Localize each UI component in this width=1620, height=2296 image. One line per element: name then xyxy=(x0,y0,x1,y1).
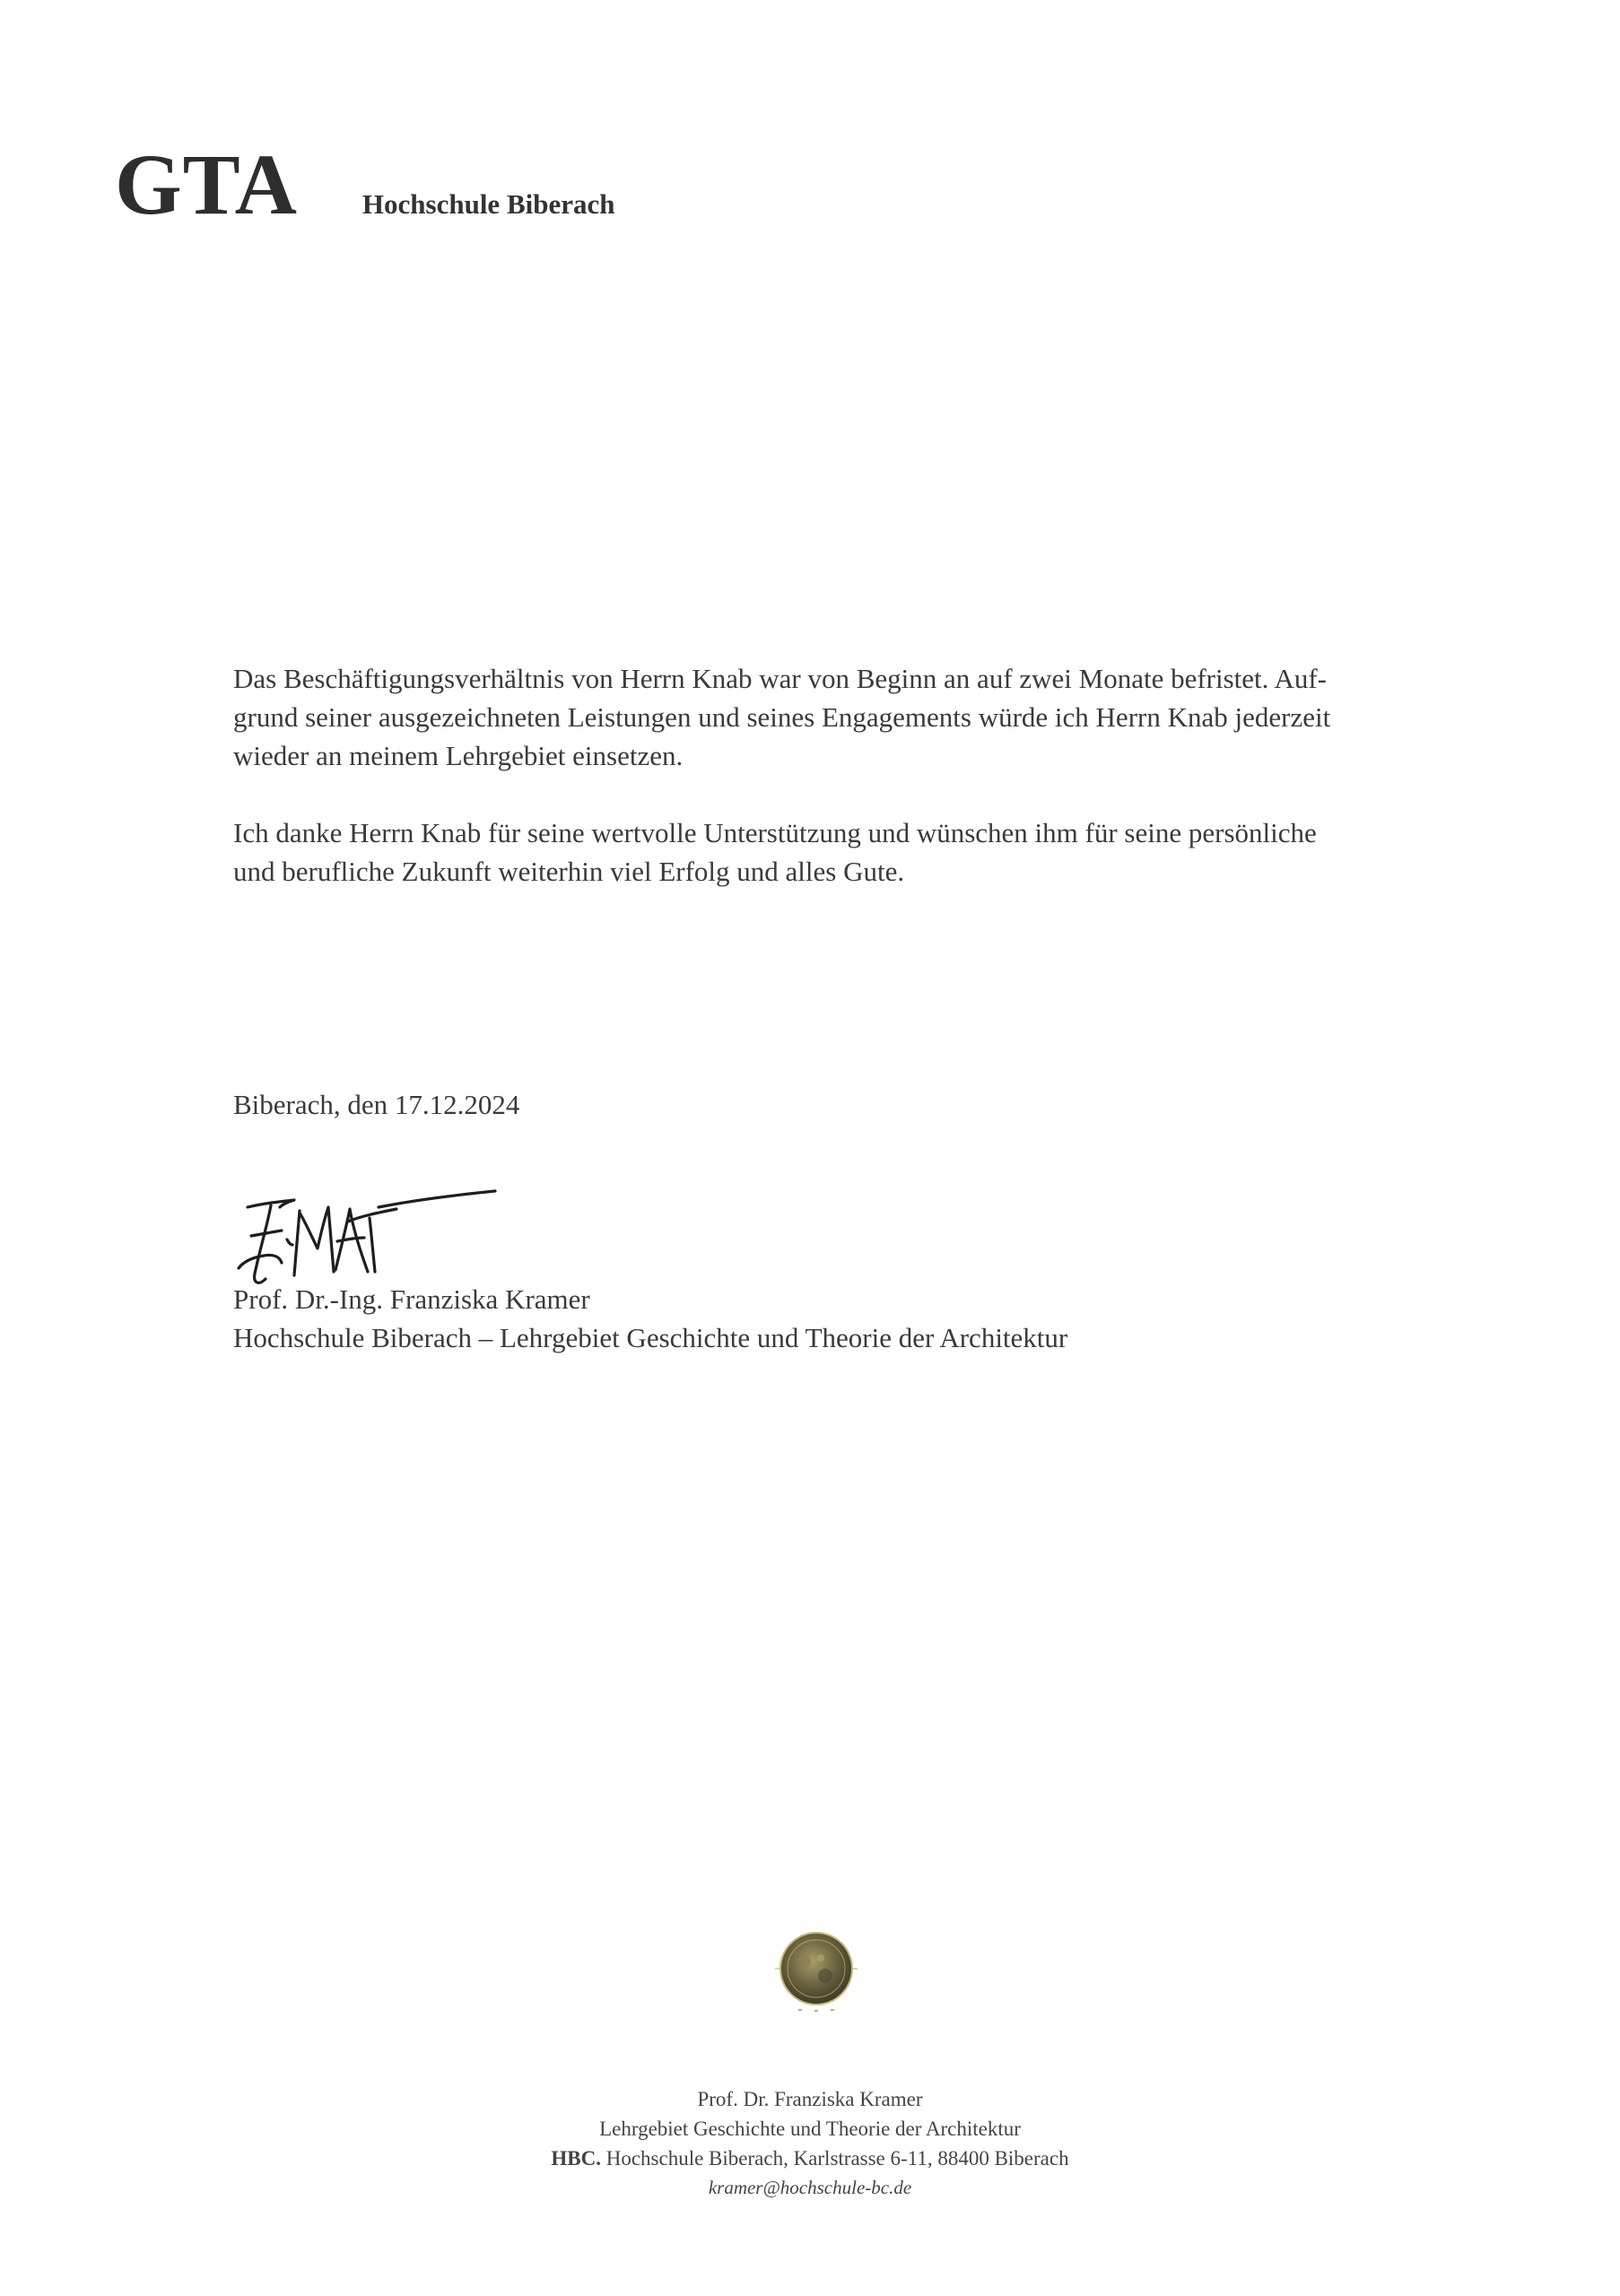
footer-department: Lehrgebiet Geschichte und Theorie der Architektur xyxy=(599,2118,1021,2140)
signer-affiliation: Hochschule Biberach – Lehrgebiet Geschichte und Theorie der Architektur xyxy=(233,1322,1068,1353)
footer-email: kramer@hochschule-bc.de xyxy=(708,2177,912,2198)
footer-address-line xyxy=(0,2144,1620,2173)
paragraph-1-line-3: wieder an meinem Lehrgebiet einsetzen. xyxy=(233,740,684,771)
seal-icon xyxy=(771,1926,861,2015)
paragraph-2-line-1: Ich danke Herrn Knab für seine wertvolle Unterstützung und wünschen ihm für seine persönliche xyxy=(233,817,1317,848)
paragraph-2 xyxy=(233,813,1390,891)
paragraph-1 xyxy=(233,659,1390,775)
footer-hbc: HBC. xyxy=(551,2147,601,2170)
footer-address: Hochschule Biberach, Karlstrasse 6-11, 88400 Biberach xyxy=(600,2147,1069,2170)
paragraph-1-line-1: Das Beschäftigungsverhältnis von Herrn Knab war von Beginn an auf zwei Monate befristet. Auf- xyxy=(233,663,1327,694)
place-date: Biberach, den 17.12.2024 xyxy=(233,1089,520,1120)
letterhead xyxy=(115,136,615,232)
signer-name: Prof. Dr.-Ing. Franziska Kramer xyxy=(233,1283,590,1315)
signer-block xyxy=(233,1280,1067,1357)
footer-name: Prof. Dr. Franziska Kramer xyxy=(697,2088,923,2110)
gta-logo: GTA xyxy=(115,136,298,232)
paragraph-2-line-2: und berufliche Zukunft weiterhin viel Erfolg und alles Gute. xyxy=(233,856,905,887)
paragraph-1-line-2: grund seiner ausgezeichneten Leistungen und seines Engagements würde ich Herrn Knab jederzeit xyxy=(233,701,1331,733)
organization-name: Hochschule Biberach xyxy=(361,188,615,220)
footer xyxy=(0,2084,1620,2203)
handwritten-signature xyxy=(235,1186,504,1293)
